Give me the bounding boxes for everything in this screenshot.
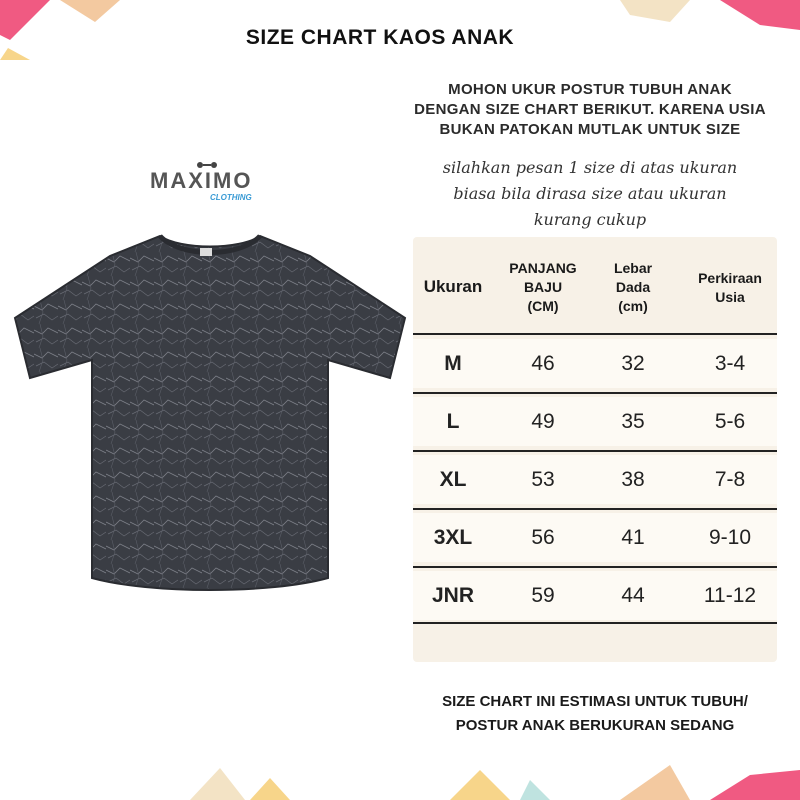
cell-chest: 38 <box>621 468 645 491</box>
cell-age: 3-4 <box>714 352 746 375</box>
cell-size: 3XL <box>433 526 473 549</box>
row-divider <box>413 333 777 335</box>
cell-size: L <box>446 410 460 433</box>
cell-age: 9-10 <box>708 526 752 549</box>
logo-sub: CLOTHING <box>210 193 252 202</box>
cell-length: 59 <box>531 584 555 607</box>
cell-length: 46 <box>531 352 555 375</box>
table-row <box>413 513 777 562</box>
table-row <box>413 455 777 504</box>
row-divider <box>413 508 777 510</box>
cell-size: JNR <box>431 584 474 607</box>
measure-notice <box>400 80 780 140</box>
notice-line: BUKAN PATOKAN MUTLAK UNTUK SIZE <box>439 121 741 138</box>
table-row <box>413 339 777 388</box>
cell-chest: 32 <box>621 352 645 375</box>
header-chest-line: (cm) <box>618 298 648 314</box>
note-line: kurang cukup <box>533 210 647 229</box>
cell-chest: 41 <box>621 526 645 549</box>
tshirt-image <box>10 228 410 594</box>
notice-line: DENGAN SIZE CHART BERIKUT. KARENA USIA <box>414 101 766 118</box>
disclaimer-line: POSTUR ANAK BERUKURAN SEDANG <box>455 717 735 734</box>
note-line: silahkan pesan 1 size di atas ukuran <box>442 158 738 177</box>
cell-size: M <box>444 352 462 375</box>
row-divider <box>413 450 777 452</box>
row-divider <box>413 566 777 568</box>
cell-age: 11-12 <box>703 584 757 607</box>
cell-length: 56 <box>531 526 555 549</box>
cell-length: 53 <box>531 468 555 491</box>
header-size: Ukuran <box>423 277 483 296</box>
cell-chest: 44 <box>621 584 645 607</box>
header-length-line: (CM) <box>527 298 559 314</box>
estimate-disclaimer <box>400 690 790 738</box>
handwritten-note <box>415 155 765 233</box>
table-row <box>413 397 777 446</box>
logo-word: MAXIMO <box>150 168 253 193</box>
row-divider <box>413 392 777 394</box>
cell-age: 7-8 <box>714 468 746 491</box>
cell-length: 49 <box>531 410 555 433</box>
header-age <box>683 269 777 307</box>
header-age-line: Perkiraan <box>698 270 762 286</box>
note-line: biasa bila dirasa size atau ukuran <box>453 184 727 203</box>
cell-chest: 35 <box>621 410 645 433</box>
bottom-decoration <box>150 760 800 800</box>
header-age-line: Usia <box>715 289 745 305</box>
header-chest <box>593 259 673 316</box>
table-row <box>413 571 777 620</box>
row-divider <box>413 622 777 624</box>
page-title: SIZE CHART KAOS ANAK <box>245 26 515 49</box>
table-header <box>413 237 777 331</box>
header-length <box>498 259 588 316</box>
size-table <box>413 237 777 662</box>
disclaimer-line: SIZE CHART INI ESTIMASI UNTUK TUBUH/ <box>442 693 748 710</box>
header-length-line: PANJANG <box>509 260 577 276</box>
cell-age: 5-6 <box>714 410 746 433</box>
header-chest-line: Dada <box>615 279 651 295</box>
cell-size: XL <box>439 468 467 491</box>
header-chest-line: Lebar <box>613 260 653 276</box>
notice-line: MOHON UKUR POSTUR TUBUH ANAK <box>448 81 732 98</box>
header-length-line: BAJU <box>523 279 563 295</box>
brand-logo <box>150 160 260 202</box>
